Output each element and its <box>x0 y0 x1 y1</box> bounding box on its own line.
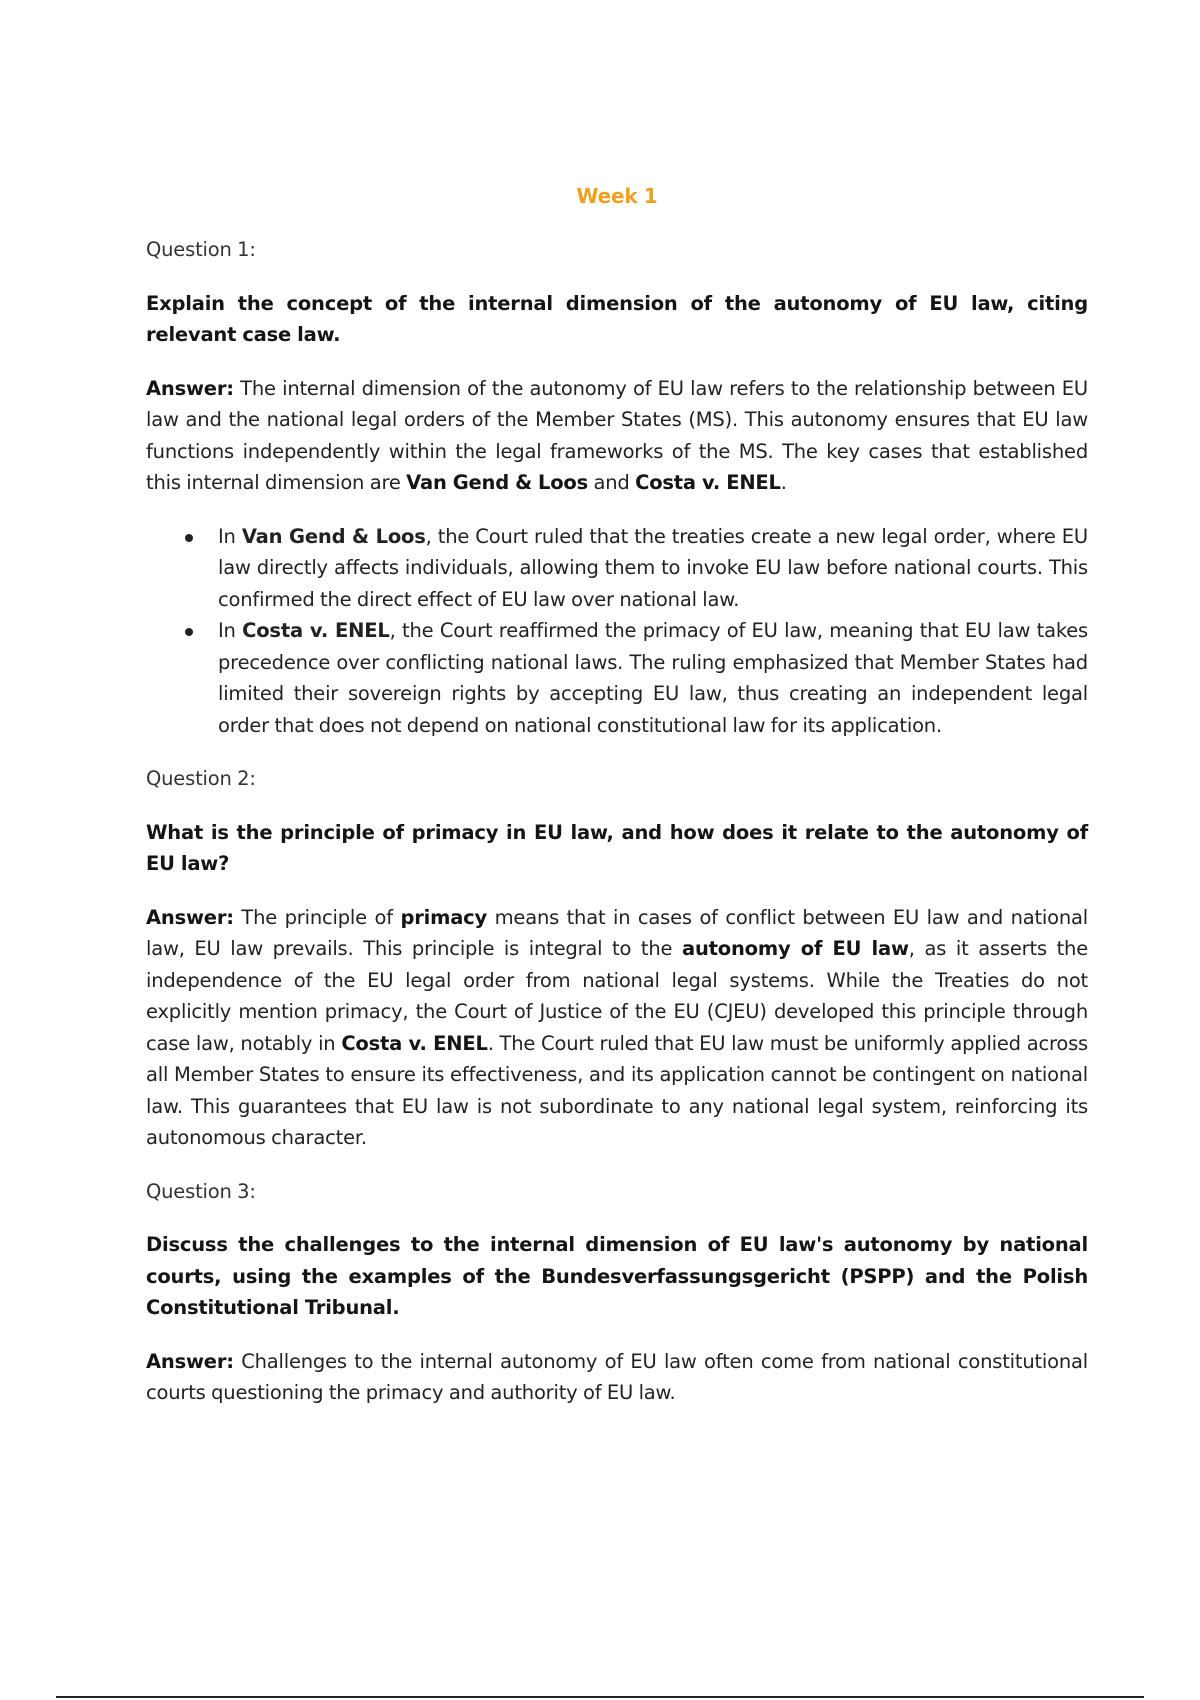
answer-2-text: means that in cases of conflict between EU law and national law, EU law prevails. This principle is integral to the <box>146 905 1088 960</box>
question-3-label: Question 3: <box>146 1179 256 1203</box>
list-item <box>146 521 1088 616</box>
question-1-text: Explain the concept of the internal dimension of the autonomy of EU law, citing relevant case law. <box>146 291 1088 346</box>
document-page <box>146 180 1088 1431</box>
answer-1 <box>146 373 1088 499</box>
answer-2-text: . The Court ruled that EU law must be uniformly applied across all Member States to ensure its effectiveness, and its application cannot be contingent on national law. This guarantees that EU law is not subordinate to any national legal system, reinforcing its autonomous character. <box>146 1031 1089 1149</box>
question-2-label: Question 2: <box>146 767 256 790</box>
answer-1-text: and <box>588 471 636 494</box>
bullet-text: In <box>218 619 243 642</box>
bullet-text: , the Court reaffirmed the primacy of EU law, meaning that EU law takes precedence over conflicting national laws. The ruling emphasized that Member States had limited their sovereign rights by accepting EU law, thus creating an independent legal order that does not depend on national constitutional law for its application. <box>218 619 1088 737</box>
list-item <box>146 615 1088 741</box>
case-costa-enel: Costa v. ENEL <box>341 1031 488 1055</box>
bullet-case-name: Costa v. ENEL <box>242 619 390 642</box>
term-primacy: primacy <box>400 905 488 929</box>
bullet-case-name: Van Gend & Loos <box>241 524 426 548</box>
week-title: Week 1 <box>576 184 658 208</box>
question-3-text: Discuss the challenges to the internal dimension of EU law's autonomy by national courts, using the examples of the Bundesverfassungsgericht (PSPP) and the Polish Constitutional Tribunal. <box>146 1233 1088 1319</box>
bullet-icon <box>185 628 193 636</box>
bullet-text: In <box>218 524 242 548</box>
bullet-icon <box>185 534 193 542</box>
page-bottom-divider <box>56 1696 1144 1698</box>
answer-1-label: Answer: <box>146 376 234 400</box>
answer-2-text: The principle of <box>233 905 401 929</box>
answer-2-text: , as it asserts the independence of the EU legal order from national legal systems. While the Treaties do not explicitly mention primacy, the Court of Justice of the EU (CJEU) developed this principle through case law, notably in <box>146 937 1088 1055</box>
bullet-text: , the Court ruled that the treaties create a new legal order, where EU law directly affects individuals, allowing them to invoke EU law before national courts. This confirmed the direct effect of EU law over national law. <box>218 524 1088 611</box>
answer-1-text: . <box>780 471 787 494</box>
term-autonomy: autonomy of EU law <box>682 937 909 960</box>
question-3-section <box>146 1176 1088 1409</box>
question-1-section <box>146 234 1088 741</box>
case-van-gend-loos: Van Gend & Loos <box>406 471 588 494</box>
question-1-label: Question 1: <box>146 238 256 261</box>
answer-1-text: The internal dimension of the autonomy of EU law refers to the relationship between EU law and the national legal orders of the Member States (MS). This autonomy ensures that EU law functions independently within the legal frameworks of the MS. The key cases that established this internal dimension are <box>146 376 1088 494</box>
answer-3 <box>146 1346 1088 1409</box>
case-costa-enel: Costa v. ENEL <box>635 471 781 494</box>
answer-2-label: Answer: <box>146 905 234 929</box>
answer-3-label: Answer: <box>146 1349 234 1373</box>
answer-3-text: Challenges to the internal autonomy of EU law often come from national constitutional courts questioning the primacy and authority of EU law. <box>146 1349 1088 1404</box>
question-2-text: What is the principle of primacy in EU law, and how does it relate to the autonomy of EU law? <box>146 820 1088 875</box>
answer-2 <box>146 902 1088 1154</box>
case-bullet-list <box>146 521 1088 742</box>
question-2-section <box>146 763 1088 1154</box>
